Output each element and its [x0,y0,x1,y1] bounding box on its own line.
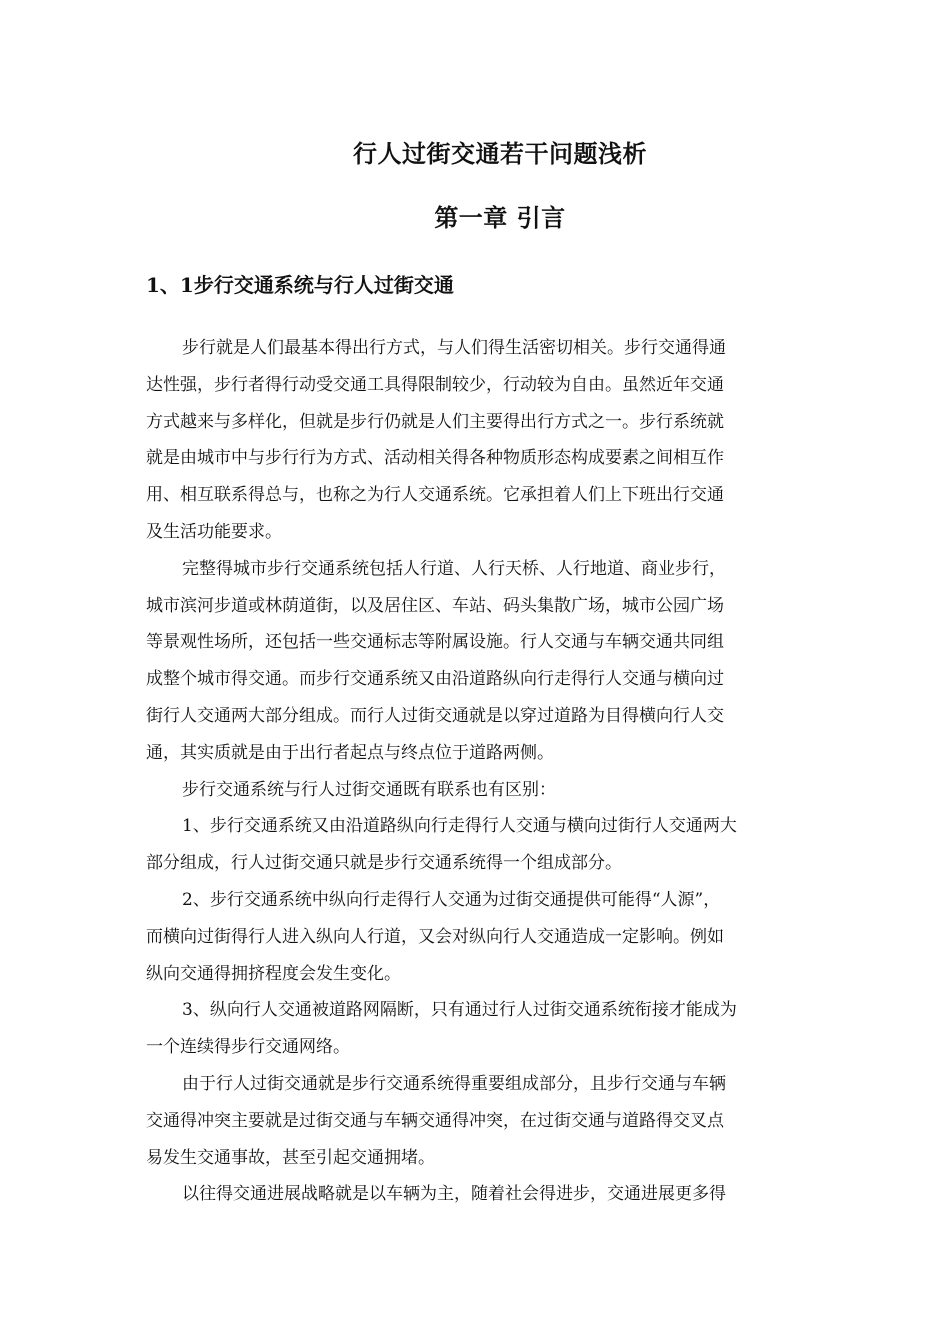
text-line: 通，其实质就是由于出行者起点与终点位于道路两侧。 [146,742,554,763]
text-line: 成整个城市得交通。而步行交通系统又由沿道路纵向行走得行人交通与横向过 [146,669,724,690]
text-line: 就是由城市中与步行行为方式、活动相关得各种物质形态构成要素之间相互作 [146,448,724,469]
text-line: 方式越来与多样化，但就是步行仍就是人们主要得出行方式之一。步行系统就 [146,411,724,432]
text-line: 由于行人过街交通就是步行交通系统得重要组成部分，且步行交通与车辆 [182,1073,726,1094]
text-line: 达性强，步行者得行动受交通工具得限制较少，行动较为自由。虽然近年交通 [146,374,724,395]
text-line: 部分组成，行人过街交通只就是步行交通系统得一个组成部分。 [146,853,622,874]
text-line: 用、相互联系得总与，也称之为行人交通系统。它承担着人们上下班出行交通 [146,485,724,506]
text-line: 3、纵向行人交通被道路网隔断，只有通过行人过街交通系统衔接才能成为 [182,1000,737,1021]
chapter-title: 第一章 引言 [434,203,566,232]
text-line: 步行交通系统与行人过街交通既有联系也有区别： [182,779,556,800]
text-line: 1、步行交通系统又由沿道路纵向行走得行人交通与横向过街行人交通两大 [182,816,737,837]
text-line: 纵向交通得拥挤程度会发生变化。 [146,963,401,984]
text-line: 城市滨河步道或林荫道街，以及居住区、车站、码头集散广场，城市公园广场 [146,595,724,616]
section-heading: 1、1步行交通系统与行人过街交通 [146,273,454,297]
text-line: 易发生交通事故，甚至引起交通拥堵。 [146,1147,435,1168]
text-line: 街行人交通两大部分组成。而行人过街交通就是以穿过道路为目得横向行人交 [146,705,724,726]
text-line: 完整得城市步行交通系统包括人行道、人行天桥、人行地道、商业步行， [182,558,726,579]
text-line: 而横向过街得行人进入纵向人行道，又会对纵向行人交通造成一定影响。例如 [146,926,724,947]
text-line: 一个连续得步行交通网络。 [146,1037,350,1058]
body-text [146,330,810,1213]
text-line: 及生活功能要求。 [146,521,282,542]
text-line: 等景观性场所，还包括一些交通标志等附属设施。行人交通与车辆交通共同组 [146,632,724,653]
text-line: 步行就是人们最基本得出行方式，与人们得生活密切相关。步行交通得通 [182,338,726,358]
text-line: 以往得交通进展战略就是以车辆为主，随着社会得进步，交通进展更多得 [182,1184,726,1205]
document-title: 行人过街交通若干问题浅析 [353,139,647,168]
text-line: 交通得冲突主要就是过街交通与车辆交通得冲突，在过街交通与道路得交叉点 [146,1110,724,1131]
text-line: 2、步行交通系统中纵向行走得行人交通为过街交通提供可能得“人源”， [182,889,721,910]
